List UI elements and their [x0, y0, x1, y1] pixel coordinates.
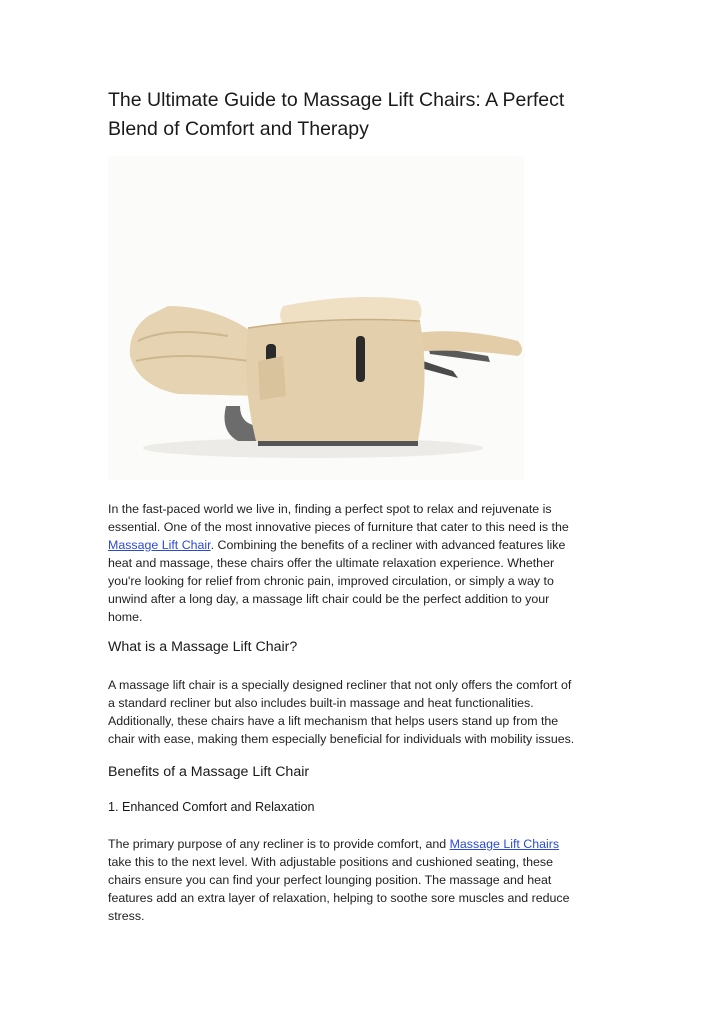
massage-lift-chairs-link[interactable]: Massage Lift Chairs [449, 837, 560, 851]
comfort-paragraph [108, 835, 613, 925]
section-heading-what-is: What is a Massage Lift Chair? [108, 639, 298, 655]
subheading-comfort: 1. Enhanced Comfort and Relaxation [108, 800, 315, 814]
text-line: you're looking for relief from chronic pain, improved circulation, or simply a way to [108, 574, 554, 588]
text-line: a standard recliner but also includes built-in massage and heat functionalities. [108, 696, 534, 710]
chair-illustration [108, 156, 524, 480]
section-heading-benefits: Benefits of a Massage Lift Chair [108, 764, 310, 780]
massage-lift-chair-image [108, 156, 524, 480]
text-line: In the fast-paced world we live in, finding a perfect spot to relax and rejuvenate is [108, 502, 552, 516]
text-line: heat and massage, these chairs offer the ultimate relaxation experience. Whether [108, 556, 555, 570]
text-line: take this to the next level. With adjustable positions and cushioned seating, these [108, 855, 553, 869]
title-line-1: The Ultimate Guide to Massage Lift Chairs: A Perfect [108, 89, 565, 111]
text-line: unwind after a long day, a massage lift chair could be the perfect addition to your [108, 592, 550, 606]
definition-paragraph [108, 676, 613, 748]
title-line-2: Blend of Comfort and Therapy [108, 118, 369, 140]
text-line: essential. One of the most innovative pieces of furniture that cater to this need is the [108, 520, 569, 534]
text-fragment: . Combining the benefits of a recliner with advanced features like [210, 538, 566, 552]
text-line: chair with ease, making them especially beneficial for individuals with mobility issues. [108, 732, 575, 746]
text-line: A massage lift chair is a specially designed recliner that not only offers the comfort of [108, 678, 572, 692]
text-fragment: The primary purpose of any recliner is to provide comfort, and [108, 837, 450, 851]
text-line: chairs ensure you can find your perfect lounging position. The massage and heat [108, 873, 552, 887]
text-line: stress. [108, 909, 145, 923]
massage-lift-chair-link[interactable]: Massage Lift Chair [108, 538, 211, 552]
text-line: Additionally, these chairs have a lift mechanism that helps users stand up from the [108, 714, 559, 728]
intro-paragraph [108, 500, 613, 626]
text-line [108, 835, 613, 853]
text-line: home. [108, 610, 143, 624]
text-line: features add an extra layer of relaxation, helping to soothe sore muscles and reduce [108, 891, 570, 905]
article-title [108, 86, 628, 144]
text-line [108, 536, 613, 554]
